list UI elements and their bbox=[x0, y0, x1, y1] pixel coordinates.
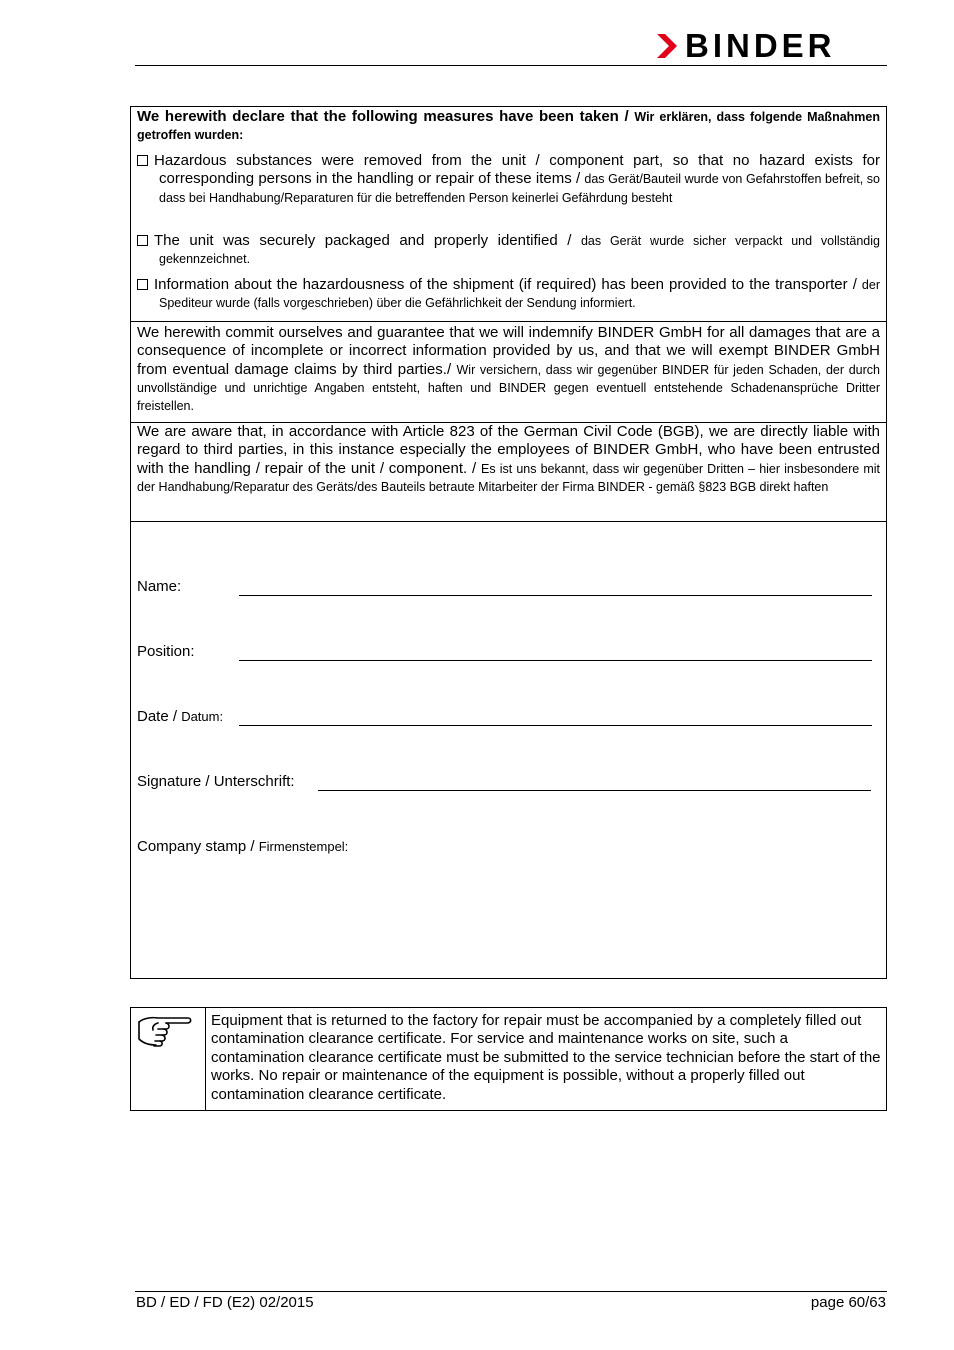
measure-item: Information about the hazardousness of the shipment (if required) has been provided to the transporter / der Spediteur wurde (falls vorgeschrieben) über die Gefährlichkeit der Sendung informiert. bbox=[137, 276, 880, 313]
stamp-area[interactable] bbox=[137, 867, 877, 967]
pointing-hand-icon bbox=[136, 1012, 194, 1052]
checkbox-icon[interactable] bbox=[137, 279, 148, 290]
header-rule bbox=[135, 65, 887, 66]
footer-rule bbox=[135, 1291, 887, 1292]
document-reference: BD / ED / FD (E2) 02/2015 bbox=[136, 1294, 314, 1311]
name-field[interactable] bbox=[239, 595, 872, 596]
page-number: page 60/63 bbox=[810, 1294, 886, 1311]
note-text: Equipment that is returned to the factory for repair must be accompanied by a completely filled out contamination clearance certificate. For service and maintenance works on site, such a contamination clearance certificate must be submitted to the service technician before the start of the works. No repair or maintenance of the equipment is possible, without a properly filled out contamination clearance certificate. bbox=[211, 1012, 881, 1103]
declaration-form bbox=[130, 106, 887, 979]
section-divider bbox=[131, 321, 886, 322]
signature-label: Signature / Unterschrift: bbox=[137, 773, 295, 790]
section-divider bbox=[131, 521, 886, 522]
date-label: Date / Datum: bbox=[137, 708, 224, 725]
position-field[interactable] bbox=[239, 660, 872, 661]
signature-field[interactable] bbox=[318, 790, 871, 791]
measure-item: Hazardous substances were removed from the unit / component part, so that no hazard exists for corresponding persons in the handling or repair of these items / das Gerät/Bauteil wurde von Gefahrstoffen befreit, so dass bei Handhabung/Reparaturen für die betreffenden Person keinerlei Gefährdung besteht bbox=[137, 152, 880, 207]
declaration-heading: We herewith declare that the following measures have been taken / Wir erklären, dass folgende Maßnahmen getroffen wurden: bbox=[137, 108, 880, 143]
note-box bbox=[130, 1007, 887, 1111]
checkbox-icon[interactable] bbox=[137, 155, 148, 166]
name-label: Name: bbox=[137, 578, 182, 595]
indemnity-statement: We herewith commit ourselves and guarantee that we will indemnify BINDER GmbH for all damages that are a consequence of incomplete or incorrect information provided by us, and that we will exempt BINDER GmbH from eventual damage claims by third parties./ Wir versichern, dass wir gegenüber BINDER für jeden Schaden, der durch unvollständige und unrichtige Angaben entsteht, haften und BINDER gegen eventuell entstehende Schadenansprüche Dritter freistellen. bbox=[137, 324, 880, 414]
note-icon-cell bbox=[131, 1008, 206, 1110]
position-label: Position: bbox=[137, 643, 195, 660]
liability-statement: We are aware that, in accordance with Article 823 of the German Civil Code (BGB), we are directly liable with regard to third parties, in this instance especially the employees of BINDER GmbH, who have been entrusted with the handling / repair of the unit / component. / Es ist uns bekannt, dass wir gegenüber Dritten – hier insbesondere mit der Handhabung/Reparatur des Geräts/des Bauteils betraute Mitarbeiter der Firma BINDER - gemäß §823 BGB direkt haften bbox=[137, 423, 880, 494]
date-field[interactable] bbox=[239, 725, 872, 726]
stamp-label: Company stamp / Firmenstempel: bbox=[137, 838, 349, 855]
measure-item: The unit was securely packaged and properly identified / das Gerät wurde sicher verpackt und vollständig gekennzeichnet. bbox=[137, 232, 880, 269]
logo-text: BINDER bbox=[685, 27, 836, 64]
logo-arrow-icon bbox=[655, 30, 683, 66]
binder-logo bbox=[655, 27, 887, 66]
checkbox-icon[interactable] bbox=[137, 235, 148, 246]
